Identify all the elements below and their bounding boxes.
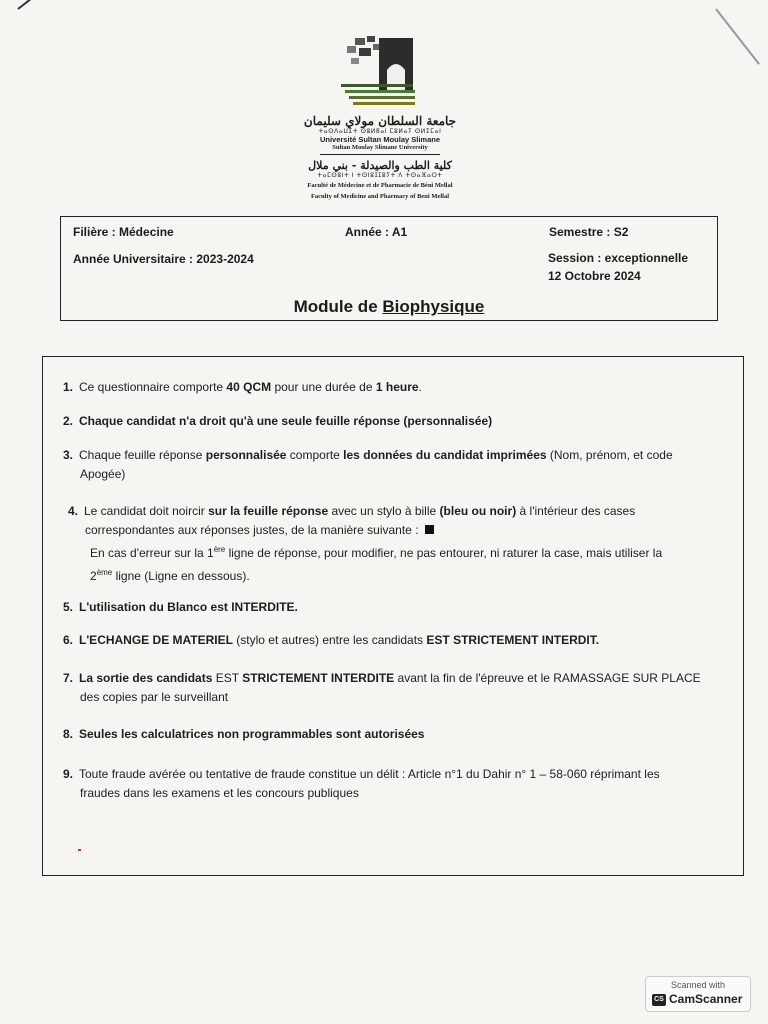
- scan-edge-mark-left: [17, 0, 50, 10]
- rule-number: 3.: [63, 448, 74, 462]
- rule-number: 6.: [63, 633, 74, 647]
- annee-universitaire-label: Année Universitaire : 2023-2024: [73, 252, 254, 266]
- stray-ink-mark: [78, 849, 81, 851]
- university-logo-icon: [335, 36, 425, 112]
- rule-number: 1.: [63, 380, 74, 394]
- camscanner-watermark: [645, 976, 751, 1012]
- rule-number: 8.: [63, 727, 74, 741]
- rule-continuation: Apogée): [80, 467, 126, 481]
- rule-text: comporte: [286, 448, 344, 462]
- rule-emphasis: La sortie des candidats: [79, 671, 213, 685]
- rule-text: ligne de réponse, pour modifier, ne pas entourer, ni raturer la case, mais utiliser la: [225, 546, 663, 560]
- rule-6: [63, 631, 599, 650]
- rule-text: Toute fraude avérée ou tentative de fraude constitue un délit : Article n°1 du Dahir n° 1 – 58-060 réprimant les: [79, 767, 660, 781]
- rule-continuation: [68, 563, 733, 586]
- rule-emphasis: 1 heure: [375, 380, 419, 394]
- filled-box-example-icon: [425, 525, 434, 534]
- rule-number: 7.: [63, 671, 74, 685]
- rule-5: [63, 598, 298, 617]
- rule-number: 5.: [63, 600, 74, 614]
- camscanner-logo-icon: CS: [652, 994, 666, 1006]
- module-title: [61, 297, 717, 317]
- rule-3: [63, 446, 731, 484]
- rule-emphasis: Chaque candidat n'a droit qu'à une seule feuille réponse (personnalisée): [79, 414, 493, 428]
- logo-divider: [320, 154, 440, 155]
- university-name-arabic: جامعة السلطان مولاي سليمان: [303, 114, 457, 128]
- filiere-label: Filière : Médecine: [73, 225, 174, 239]
- rule-emphasis: sur la feuille réponse: [208, 504, 329, 518]
- session-label: Session : exceptionnelle: [548, 251, 689, 265]
- rule-number: 4.: [68, 504, 79, 518]
- superscript: ème: [96, 568, 113, 577]
- rule-emphasis: L'utilisation du Blanco est INTERDITE.: [79, 600, 298, 614]
- rule-7: [63, 669, 731, 707]
- rule-text: 2: [90, 569, 97, 583]
- university-name-french: Université Sultan Moulay Slimane: [319, 135, 441, 144]
- rule-text: Le candidat doit noircir: [84, 504, 209, 518]
- camscanner-brand: CamScanner: [669, 992, 743, 1006]
- university-name-english: Sultan Moulay Slimane University: [332, 144, 428, 151]
- rule-emphasis: STRICTEMENT INTERDITE: [242, 671, 395, 685]
- rule-text: à l'intérieur des cases: [516, 504, 636, 518]
- annee-label: Année : A1: [345, 225, 408, 239]
- scanned-with-label: Scanned with: [670, 980, 726, 990]
- rule-4: [68, 502, 733, 586]
- rule-1: [63, 378, 422, 397]
- rule-emphasis: Seules les calculatrices non programmables sont autorisées: [79, 727, 425, 741]
- rule-number: 9.: [63, 767, 74, 781]
- rule-text: ligne (Ligne en dessous).: [112, 569, 250, 583]
- rule-text: (stylo et autres) entre les candidats: [232, 633, 427, 647]
- rule-text: En cas d'erreur sur la 1: [90, 546, 214, 560]
- rule-continuation: des copies par le surveillant: [80, 690, 229, 704]
- rule-text: Chaque feuille réponse: [79, 448, 206, 462]
- rule-text: correspondantes aux réponses justes, de la manière suivante :: [85, 523, 419, 537]
- rule-emphasis: personnalisée: [205, 448, 287, 462]
- rule-emphasis: 40 QCM: [226, 380, 272, 394]
- rule-emphasis: L'ECHANGE DE MATERIEL: [79, 633, 233, 647]
- rule-text: avec un stylo à bille: [328, 504, 440, 518]
- rule-2: [63, 412, 492, 431]
- rule-8: [63, 725, 424, 744]
- rule-text: (Nom, prénom, et code: [546, 448, 673, 462]
- rule-continuation: fraudes dans les examens et les concours publiques: [80, 786, 359, 800]
- rule-text: Ce questionnaire comporte: [79, 380, 227, 394]
- rule-text: pour une durée de: [271, 380, 376, 394]
- rule-text: EST: [212, 671, 243, 685]
- exam-date: 12 Octobre 2024: [548, 269, 641, 283]
- rule-continuation: [68, 521, 733, 540]
- faculty-name-english: Faculty of Medicine and Pharmacy of Beni Mellal: [310, 193, 450, 200]
- exam-rules-box: [42, 356, 744, 876]
- rule-emphasis: (bleu ou noir): [439, 504, 517, 518]
- rule-9: [63, 765, 731, 803]
- module-name: Biophysique: [382, 297, 485, 316]
- rule-number: 2.: [63, 414, 74, 428]
- module-title-prefix: Module de: [293, 297, 383, 316]
- superscript: ère: [213, 545, 226, 554]
- scan-edge-mark-right: [715, 8, 760, 64]
- rule-emphasis: EST STRICTEMENT INTERDIT.: [426, 633, 600, 647]
- rule-emphasis: les données du candidat imprimées: [343, 448, 547, 462]
- semestre-label: Semestre : S2: [549, 225, 629, 239]
- exam-header-box: [60, 216, 718, 321]
- university-logo-block: [280, 36, 480, 202]
- rule-text: .: [418, 380, 422, 394]
- faculty-name-arabic: كلية الطب والصيدلة - بني ملال: [308, 159, 452, 172]
- rule-text: avant la fin de l'épreuve et le RAMASSAGE SUR PLACE: [394, 671, 701, 685]
- rule-continuation: [68, 540, 733, 563]
- faculty-name-french: Faculté de Médecine et de Pharmacie de Béni Mellal: [307, 182, 453, 189]
- faculty-name-tifinagh: ⵜⴰⵎⵙⵓⵏⵜ ⵏ ⵜⵙⵏⵓⵊⵊⵓⵢⵜ ⴷ ⵜⵙⴰⴼⴰⵔⵜ: [317, 172, 443, 179]
- university-name-tifinagh: ⵜⴰⵙⴷⴰⵡⵉⵜ ⵙⵓⵍⵟⴰⵏ ⵎⵓⵍⴰⵢ ⵙⵍⵉⵎⴰⵏ: [318, 128, 442, 135]
